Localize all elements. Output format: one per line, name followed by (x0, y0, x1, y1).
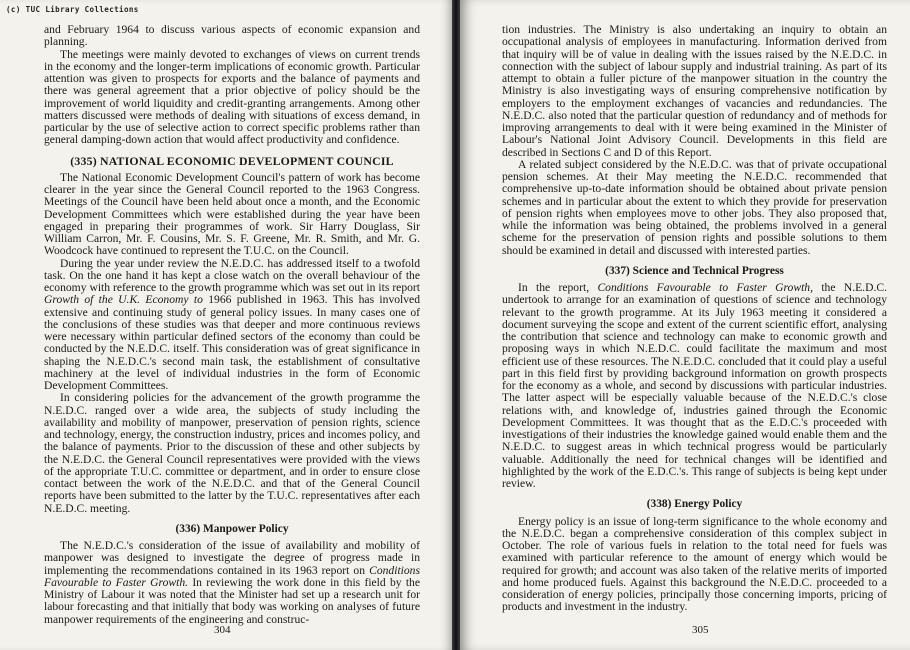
paragraph: During the year under review the N.E.D.C. has addressed itself to a twofold task. On the one hand it has kept a close watch on the overall behaviour of the economy with reference to the growth programme which was set out in its report Growth of the U.K. Economy to 1966 published in 1963. This has involved extensive and continuing study of general policy issues. In many cases one of the conclusions of these studies was that deeper and more continuous reviews were necessary within particular defined sectors of the economy than could be conducted by the N.E.D.C. itself. This consideration was of great significance in shaping the N.E.D.C.'s second main task, the establishment of consultative machinery at the level of individual industries in the form of Economic Development Committees. (44, 256, 420, 392)
paragraph: The meetings were mainly devoted to exchanges of views on current trends in the economy and the longer-term implications of economic growth. Particular attention was given to prospects for exports and the balance of payments and there was general agreement that a prior objective of policy should be the improvement of world liquidity and credit-granting arrangements. Among other matters discussed were methods of dealing with situations of excess demand, in particular by the use of selective action to correct specific problems rather than general damping-down action that would affect productivity and confidence. (44, 47, 420, 147)
collection-watermark: (c) TUC Library Collections (6, 5, 139, 14)
paragraph: In considering policies for the advancement of the growth programme the N.E.D.C. ranged over a wide area, the subjects of study including the availability and mobility of manpower, preservation of pension rights, science and technology, energy, the construction industry, prices and incomes policy, and the balance of payments. Prior to the discussion of these and other subjects by the N.E.D.C. the General Council representatives were provided with the views of the appropriate T.U.C. committee or department, and in order to ensure close contact between the work of the N.E.D.C. and that of the General Council reports have been submitted to the latter by the T.U.C. representatives after each N.E.D.C. meeting. (44, 391, 420, 515)
paragraph: Energy policy is an issue of long-term significance to the whole economy and the N.E.D.C. began a comprehensive consideration of this complex subject in October. The role of various fuels in relation to the total need for fuels was examined with particular reference to the amount of energy which would be required for growth; and account was also taken of the relative merits of imported and home produced fuels. Against this background the N.E.D.C. proceeded to a consideration of energy policies, principally those concerning imports, pricing of products and investment in the industry. (502, 514, 887, 614)
book-gutter (452, 0, 460, 650)
section-heading-338: (338) Energy Policy (646, 498, 743, 511)
right-page-text (502, 24, 887, 614)
left-page (0, 0, 452, 650)
page-number: 305 (692, 624, 709, 636)
continuation-paragraph: tion industries. The Ministry is also undertaking an inquiry to obtain an occupational analysis of employees in manufacturing. Information derived from that inquiry will be of value in dealing with the issues raised by the N.E.D.C. in connection with the subject of labour supply and industrial training. As part of its attempt to obtain a fuller picture of the manpower situation in the country the Ministry is also investigating ways of ensuring comprehensive notification by employers to the employment exchanges of vacancies and redundancies. The N.E.D.C. also noted that the particular question of redundancy and of methods for improving arrangements to deal with it were being examined in the Minister of Labour's National Joint Advisory Council. Developments in this field are described in Sections C and D of this Report. (502, 23, 887, 159)
continuation-paragraph: and February 1964 to discuss various aspects of economic expansion and planning. (44, 23, 420, 49)
section-heading-335: (335) NATIONAL ECONOMIC DEVELOPMENT COUNCIL (70, 153, 394, 168)
paragraph: In the report, Conditions Favourable to Faster Growth, the N.E.D.C. undertook to arrange for an examination of questions of science and technology relevant to the growth programme. At its July 1963 meeting it considered a document surveying the scope and extent of the current scientific effort, analysing the contribution that science and technology can make to economic growth and proposing ways in which N.E.D.C. could facilitate the maximum and most efficient use of these resources. The N.E.D.C. concluded that it could play a useful part in this field first by providing background information on growth prospects for the economy as a whole, and second by discussions with particular industries. The latter aspect will be especially valuable because of the N.E.D.C.'s close relations with, and knowledge of, industries gained through the Economic Development Committees. It was thought that as the E.D.C.'s proceeded with investigations of their industries the knowledge gained would enable them and the N.E.D.C. to suggest areas in which technical progress would be particularly valuable. Additionally the need for technical changes will be identified and highlighted by the work of the E.D.C.'s. This range of subjects is being kept under review. (502, 281, 887, 490)
section-heading-337: (337) Science and Technical Progress (605, 264, 784, 277)
right-page (460, 0, 910, 650)
page-number: 304 (214, 624, 231, 636)
left-page-text (44, 24, 420, 626)
section-heading-336: (336) Manpower Policy (175, 522, 289, 535)
paragraph: The N.E.D.C.'s consideration of the issue of availability and mobility of manpower was designed to investigate the degree of progress made in implementing the recommendations contained in its 1963 report on Conditions Favourable to Faster Growth. In reviewing the work done in this field by the Ministry of Labour it was noted that the Minister had set up a research unit for labour forecasting and that initially that body was working on analyses of future manpower requirements of the engineering and construc- (44, 539, 420, 626)
paragraph: A related subject considered by the N.E.D.C. was that of private occupational pension schemes. At their May meeting the N.E.D.C. recommended that comprehensive up-to-date information should be obtained about private pension schemes and in particular about the extent to which they provide for preservation of pension rights when employees move to other jobs. They also proposed that, while the information was being obtained, the problems involved in a general scheme for the preservation of pension rights and possible solutions to them should be examined in detail and discussed with interested parties. (502, 157, 887, 257)
paragraph: The National Economic Development Council's pattern of work has become clearer in the year since the General Council reported to the 1963 Congress. Meetings of the Council have been held about once a month, and the Economic Development Committees which were established during the year have been engaged in preparing their programmes of work. Sir Harry Douglass, Sir William Carron, Mr. F. Cousins, Mr. S. F. Greene, Mr. R. Smith, and Mr. G. Woodcock have continued to represent the T.U.C. on the Council. (44, 170, 420, 258)
